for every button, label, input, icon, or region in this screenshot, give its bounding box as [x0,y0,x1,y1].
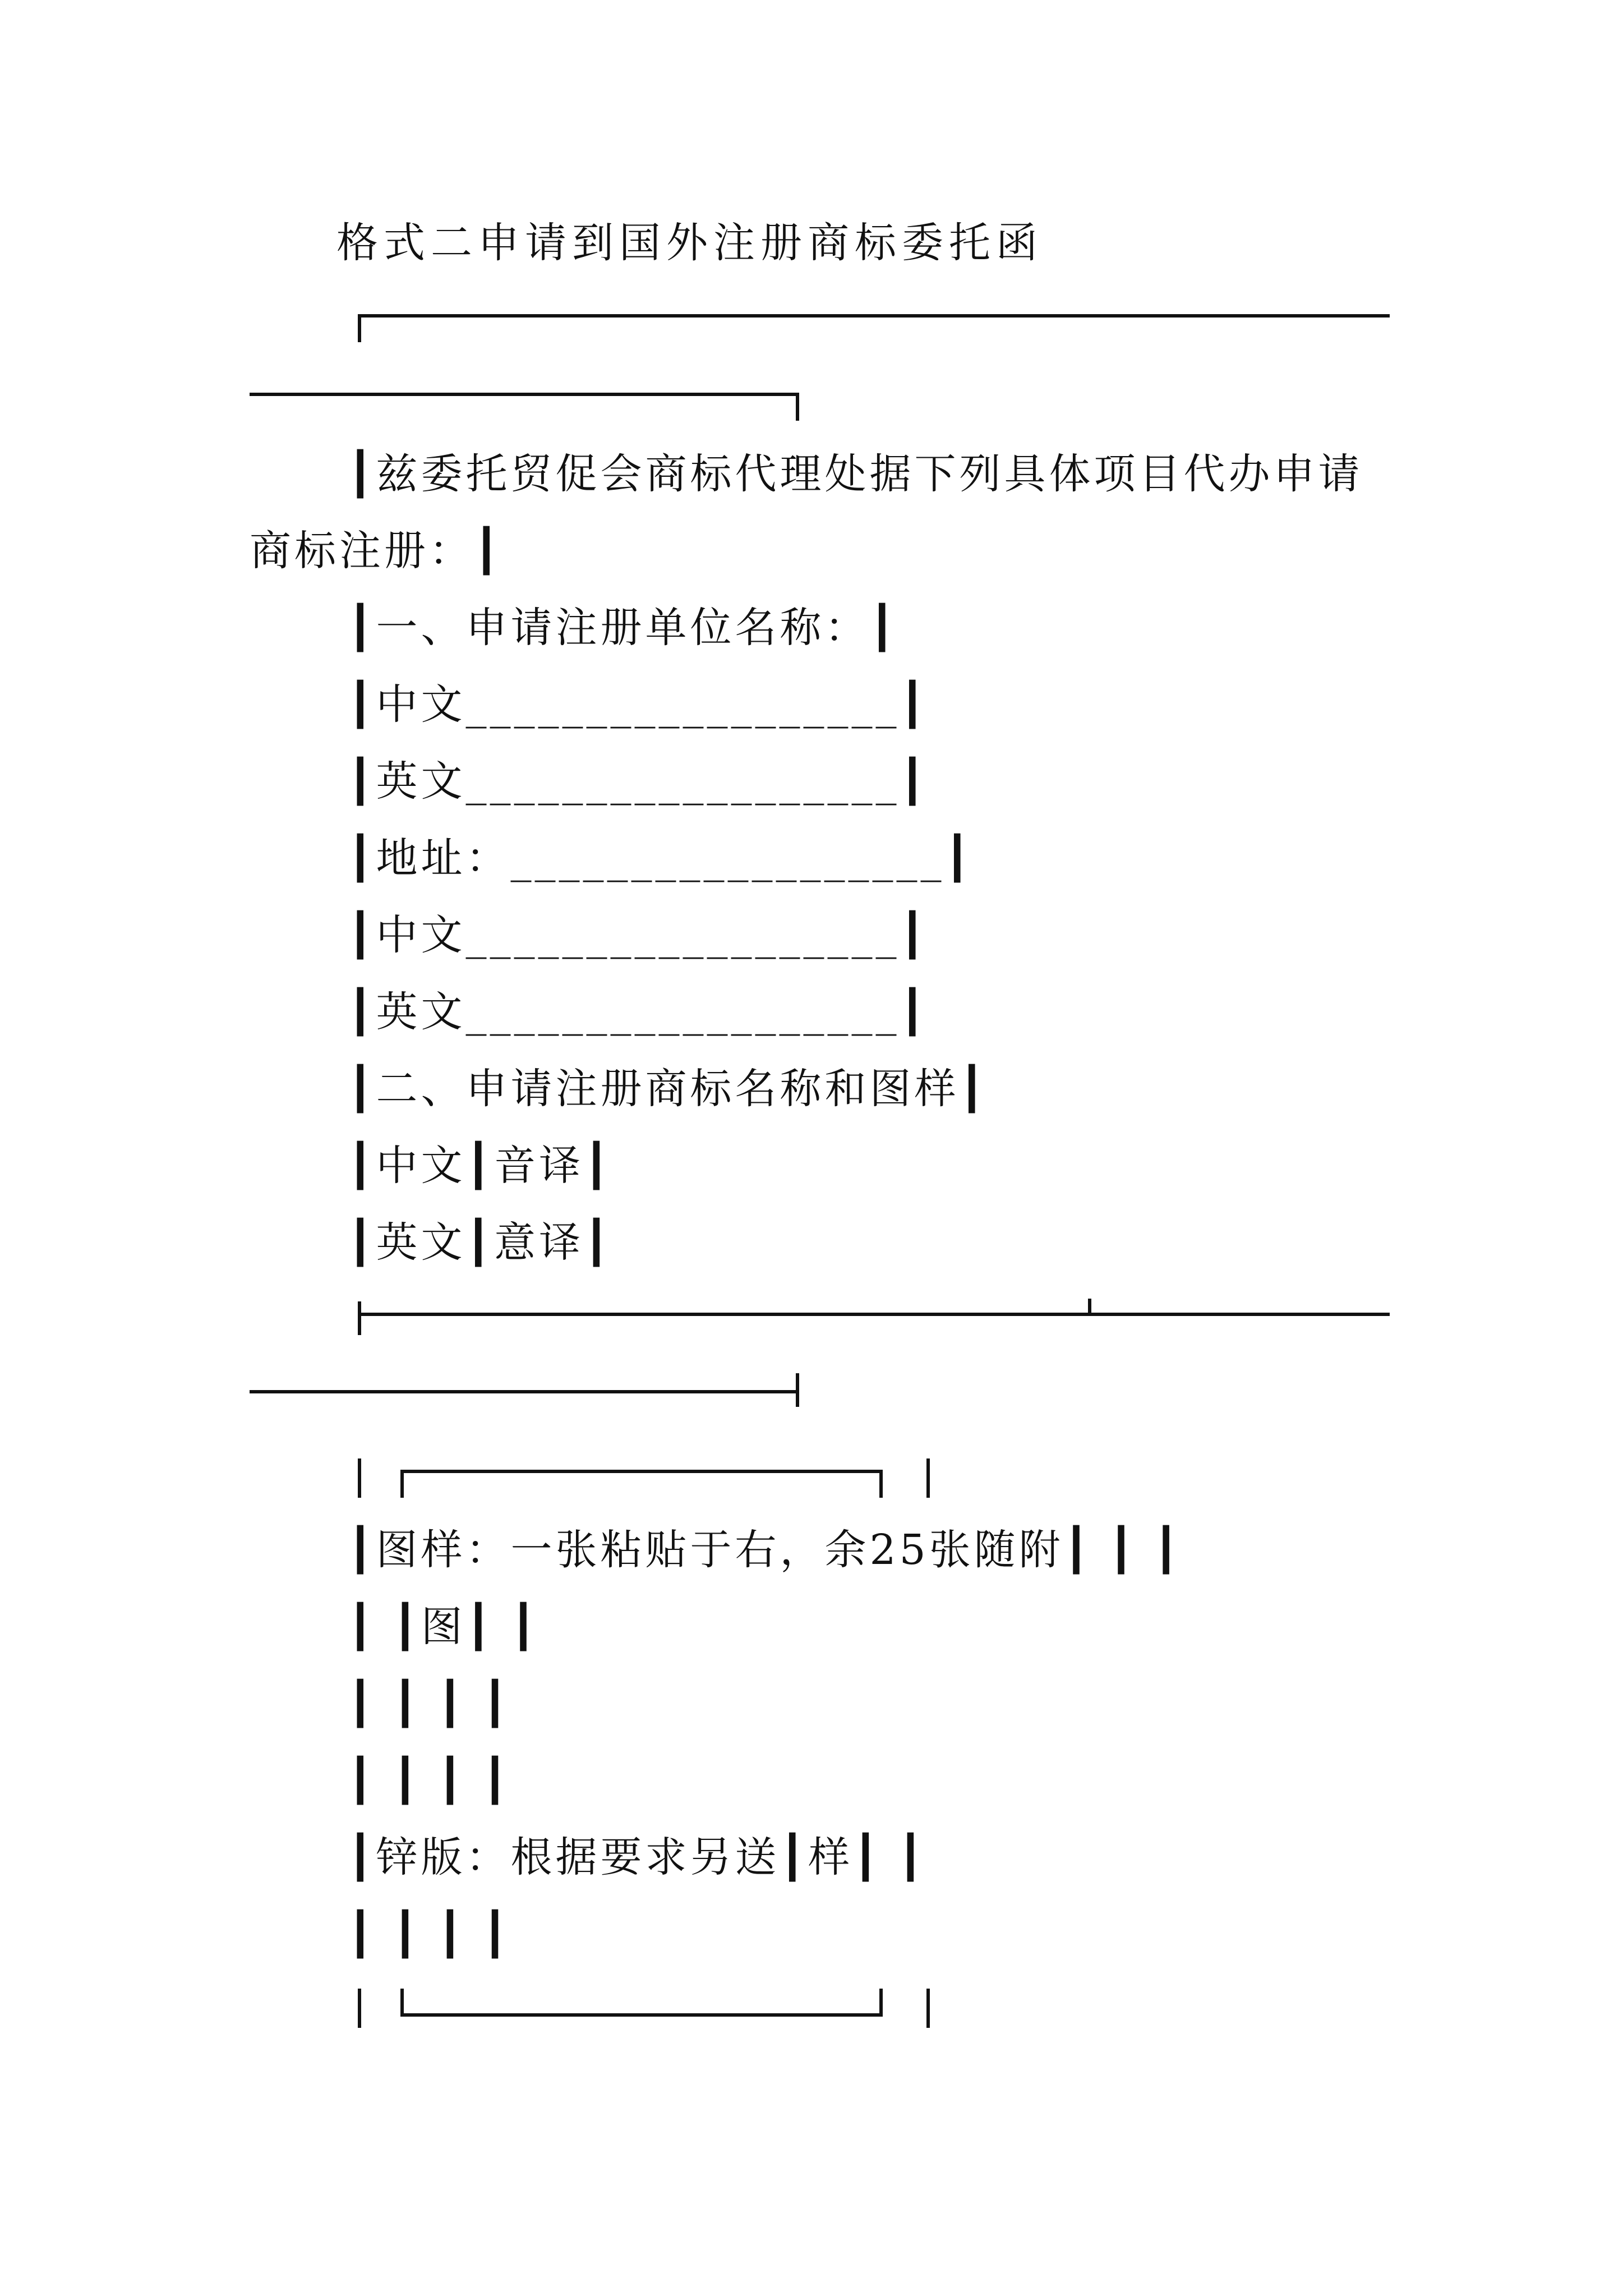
name-cn-row: ┃中文┃音译┃ [348,1142,612,1190]
address-cn-field: ┃中文__________________┃ [348,911,929,959]
zinc-plate-row: ┃锌版：根据要求另送┃样┃ ┃ [348,1833,926,1881]
address-en-field: ┃英文__________________┃ [348,988,929,1036]
name-en-row: ┃英文┃意译┃ [348,1218,612,1267]
section2-heading: ┃二、申请注册商标名称和图样┃ [348,1065,988,1113]
applicant-en-field: ┃英文__________________┃ [348,757,929,806]
image-tu-row: ┃ ┃图┃ ┃ [348,1603,540,1651]
image-blank-row-2: ┃ ┃ ┃ ┃ [348,1756,511,1805]
image-blank-row-3: ┃ ┃ ┃ ┃ [348,1910,511,1958]
intro-line-1: ┃兹委托贸促会商标代理处据下列具体项目代办申请 [348,450,1363,498]
image-sample-row: ┃图样：一张粘贴于右，余25张随附┃ ┃ ┃ [348,1526,1182,1574]
document-title: 格式二申请到国外注册商标委托函 [336,219,1043,267]
address-field: ┃地址：__________________┃ [348,834,974,882]
section1-heading: ┃一、申请注册单位名称：┃ [348,604,898,652]
applicant-cn-field: ┃中文__________________┃ [348,680,929,729]
intro-line-2: 商标注册：┃ [250,527,502,575]
image-blank-row-1: ┃ ┃ ┃ ┃ [348,1680,511,1728]
